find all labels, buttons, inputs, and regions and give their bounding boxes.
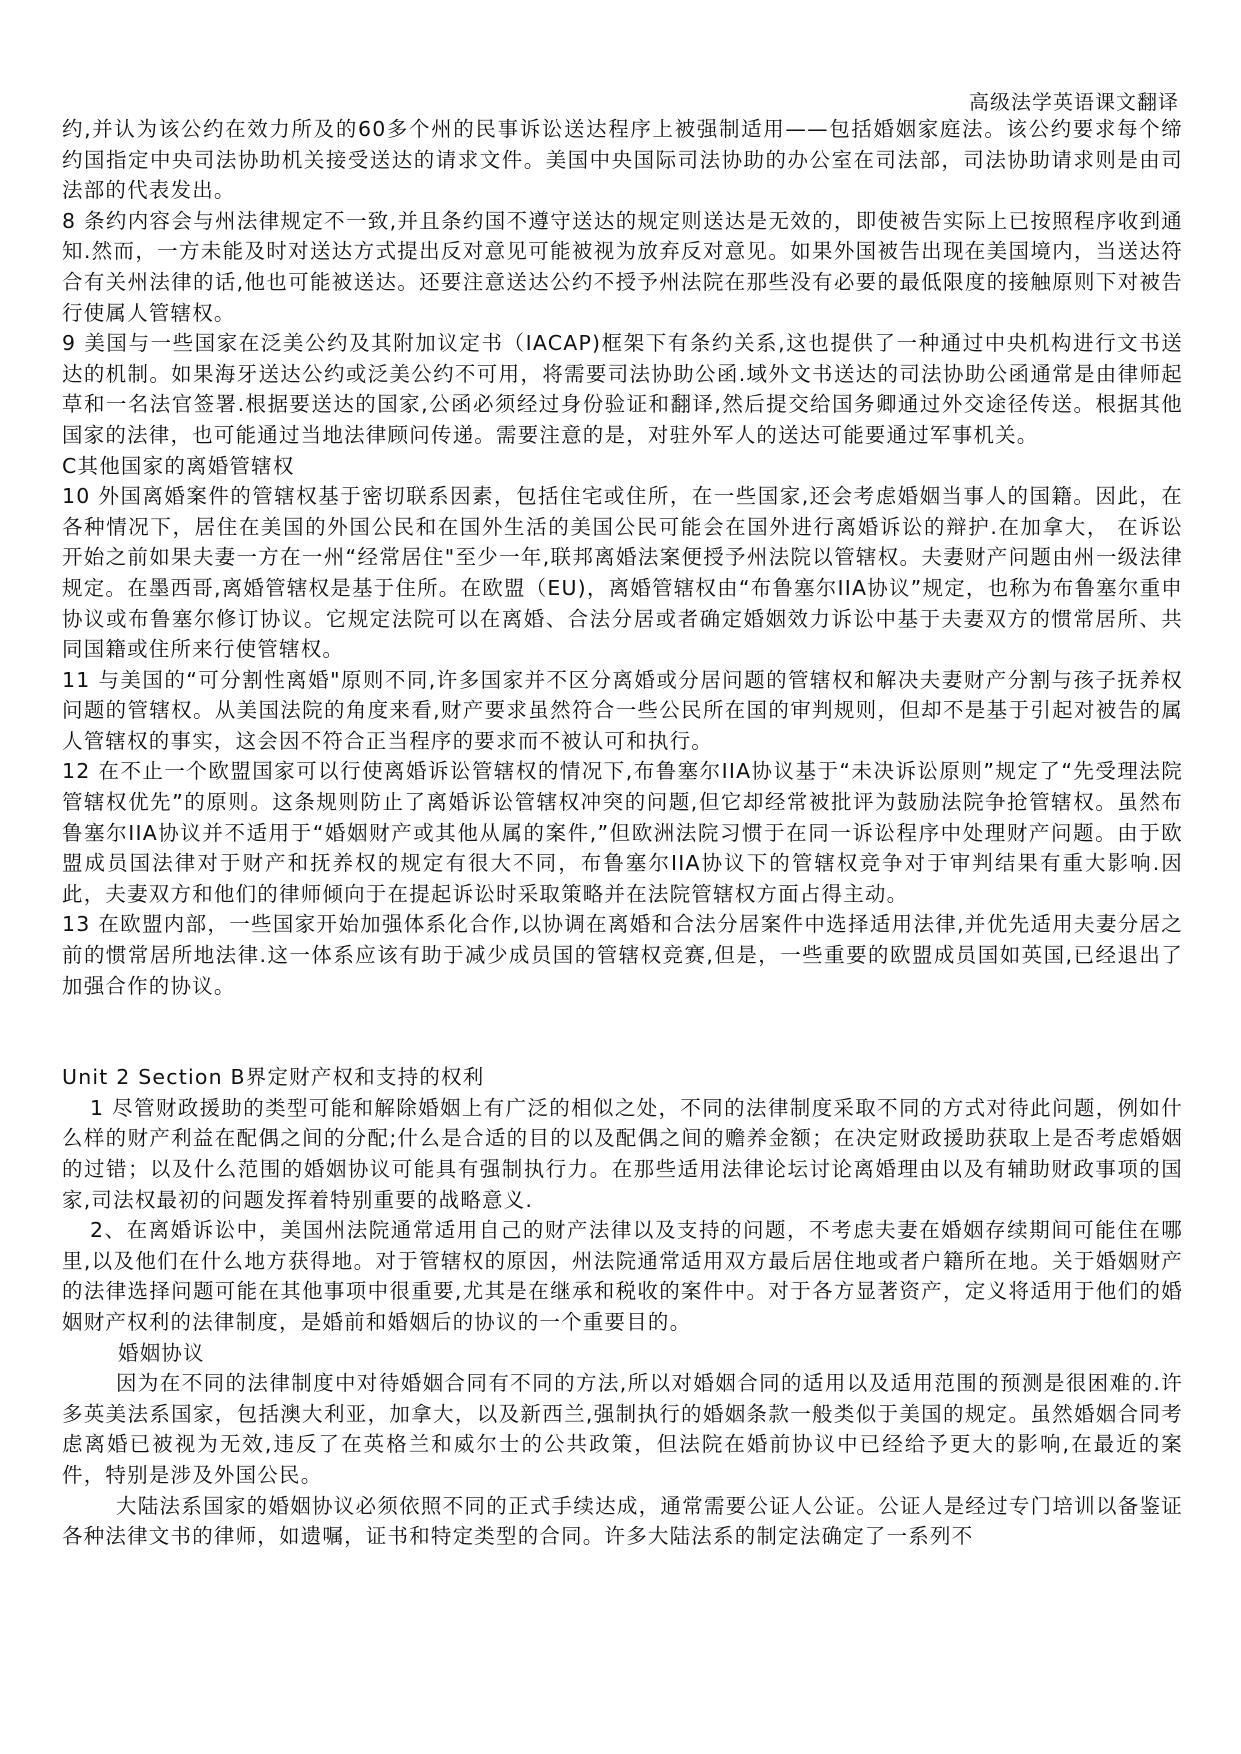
paragraph-7-continued: 约,并认为该公约在效力所及的60多个州的民事诉讼送达程序上被强制适用——包括婚姻家庭法。该公约要求每个缔约国指定中央司法协助机关接受送达的请求文件。美国中央国际司法协助的办公室在司法部，司法协助请求则是由司法部的代表发出。 [62, 117, 1183, 203]
page-header: 高级法学英语课文翻译 [969, 90, 1179, 114]
section-b-paragraph-4: 大陆法系国家的婚姻协议必须依照不同的正式手续达成，通常需要公证人公证。公证人是经过专门培训以备鉴证各种法律文书的律师，如遗嘱，证书和特定类型的合同。许多大陆法系的制定法确定了一系列不 [62, 1493, 1183, 1549]
paragraph-13: 13 在欧盟内部，一些国家开始加强体系化合作,以协调在离婚和合法分居案件中选择适用法律,并优先适用夫妻分居之前的惯常居所地法律.这一体系应该有助于减少成员国的管辖权竞赛,但是，一些重要的欧盟成员国如英国,已经退出了加强合作的协议。 [62, 912, 1183, 998]
section-b-paragraph-1: 1 尽管财政援助的类型可能和解除婚姻上有广泛的相似之处，不同的法律制度采取不同的方式对待此问题，例如什么样的财产利益在配偶之间的分配;什么是合适的目的以及配偶之间的赡养金额；在决定财政援助获取上是否考虑婚姻的过错；以及什么范围的婚姻协议可能具有强制执行力。在那些适用法律论坛讨论离婚理由以及有辅助财政事项的国家,司法权最初的问题发挥着特别重要的战略意义. [62, 1095, 1183, 1212]
section-c-heading: C其他国家的离婚管辖权 [62, 453, 295, 478]
marriage-agreement-subheading: 婚姻协议 [118, 1340, 205, 1365]
section-b-heading: Unit 2 Section B界定财产权和支持的权利 [62, 1065, 485, 1090]
section-b-paragraph-2: 2、在离婚诉讼中，美国州法院通常适用自己的财产法律以及支持的问题，不考虑夫妻在婚姻存续期间可能住在哪里,以及他们在什么地方获得地。对于管辖权的原因，州法院通常适用双方最后居住地或者户籍所在地。关于婚姻财产的法律选择问题可能在其他事项中很重要,尤其是在继承和税收的案件中。对于各方显著资产，定义将适用于他们的婚姻财产权利的法律制度，是婚前和婚姻后的协议的一个重要目的。 [62, 1218, 1183, 1334]
section-spacer [62, 1001, 1183, 1062]
paragraph-9: 9 美国与一些国家在泛美公约及其附加议定书（IACAP)框架下有条约关系,这也提供了一种通过中央机构进行文书送达的机制。如果海牙送达公约或泛美公约不可用，将需要司法协助公函.域外文书送达的司法协助公函通常是由律师起草和一名法官签署.根据要送达的国家,公函必须经过身份验证和翻译,然后提交给国务卿通过外交途径传送。根据其他国家的法律，也可能通过当地法律顾问传递。需要注意的是，对驻外军人的送达可能要通过军事机关。 [62, 331, 1183, 447]
paragraph-11: 11 与美国的“可分割性离婚"原则不同,许多国家并不区分离婚或分居问题的管辖权和解决夫妻财产分割与孩子抚养权问题的管辖权。从美国法院的角度来看,财产要求虽然符合一些公民所在国的审判规则，但却不是基于引起对被告的属人管辖权的事实，这会因不符合正当程序的要求而不被认可和执行。 [62, 667, 1183, 753]
section-b-paragraph-3: 因为在不同的法律制度中对待婚姻合同有不同的方法,所以对婚姻合同的适用以及适用范围的预测是很困难的.许多英美法系国家，包括澳大利亚，加拿大，以及新西兰,强制执行的婚姻条款一般类似于美国的规定。虽然婚姻合同考虑离婚已被视为无效,违反了在英格兰和威尔士的公共政策，但法院在婚前协议中已经给予更大的影响,在最近的案件，特别是涉及外国公民。 [62, 1371, 1183, 1487]
paragraph-8: 8 条约内容会与州法律规定不一致,并且条约国不遵守送达的规定则送达是无效的，即使被告实际上已按照程序收到通知.然而，一方未能及时对送达方式提出反对意见可能被视为放弃反对意见。如果外国被告出现在美国境内，当送达符合有关州法律的话,他也可能被送达。还要注意送达公约不授予州法院在那些没有必要的最低限度的接触原则下对被告行使属人管辖权。 [62, 208, 1183, 325]
paragraph-12: 12 在不止一个欧盟国家可以行使离婚诉讼管辖权的情况下,布鲁塞尔IIA协议基于“未决诉讼原则”规定了“先受理法院管辖权优先”的原则。这条规则防止了离婚诉讼管辖权冲突的问题,但它却经常被批评为鼓励法院争抢管辖权。虽然布鲁塞尔IIA协议并不适用于“婚姻财产或其他从属的案件,”但欧洲法院习惯于在同一诉讼程序中处理财产问题。由于欧盟成员国法律对于财产和抚养权的规定有很大不同，布鲁塞尔IIA协议下的管辖权竞争对于审判结果有重大影响.因此，夫妻双方和他们的律师倾向于在提起诉讼时采取策略并在法院管辖权方面占得主动。 [62, 759, 1183, 906]
document-body [62, 114, 1183, 1552]
paragraph-10: 10 外国离婚案件的管辖权基于密切联系因素，包括住宅或住所，在一些国家,还会考虑婚姻当事人的国籍。因此，在各种情况下，居住在美国的外国公民和在国外生活的美国公民可能会在国外进行离婚诉讼的辩护.在加拿大， 在诉讼开始之前如果夫妻一方在一州“经常居住"至少一年,联邦离婚法案便授予州法院以管辖权。夫妻财产问题由州一级法律规定。在墨西哥,离婚管辖权是基于住所。在欧盟（EU)，离婚管辖权由“布鲁塞尔IIA协议”规定，也称为布鲁塞尔重申协议或布鲁塞尔修订协议。它规定法院可以在离婚、合法分居或者确定婚姻效力诉讼中基于夫妻双方的惯常居所、共同国籍或住所来行使管辖权。 [62, 484, 1183, 662]
